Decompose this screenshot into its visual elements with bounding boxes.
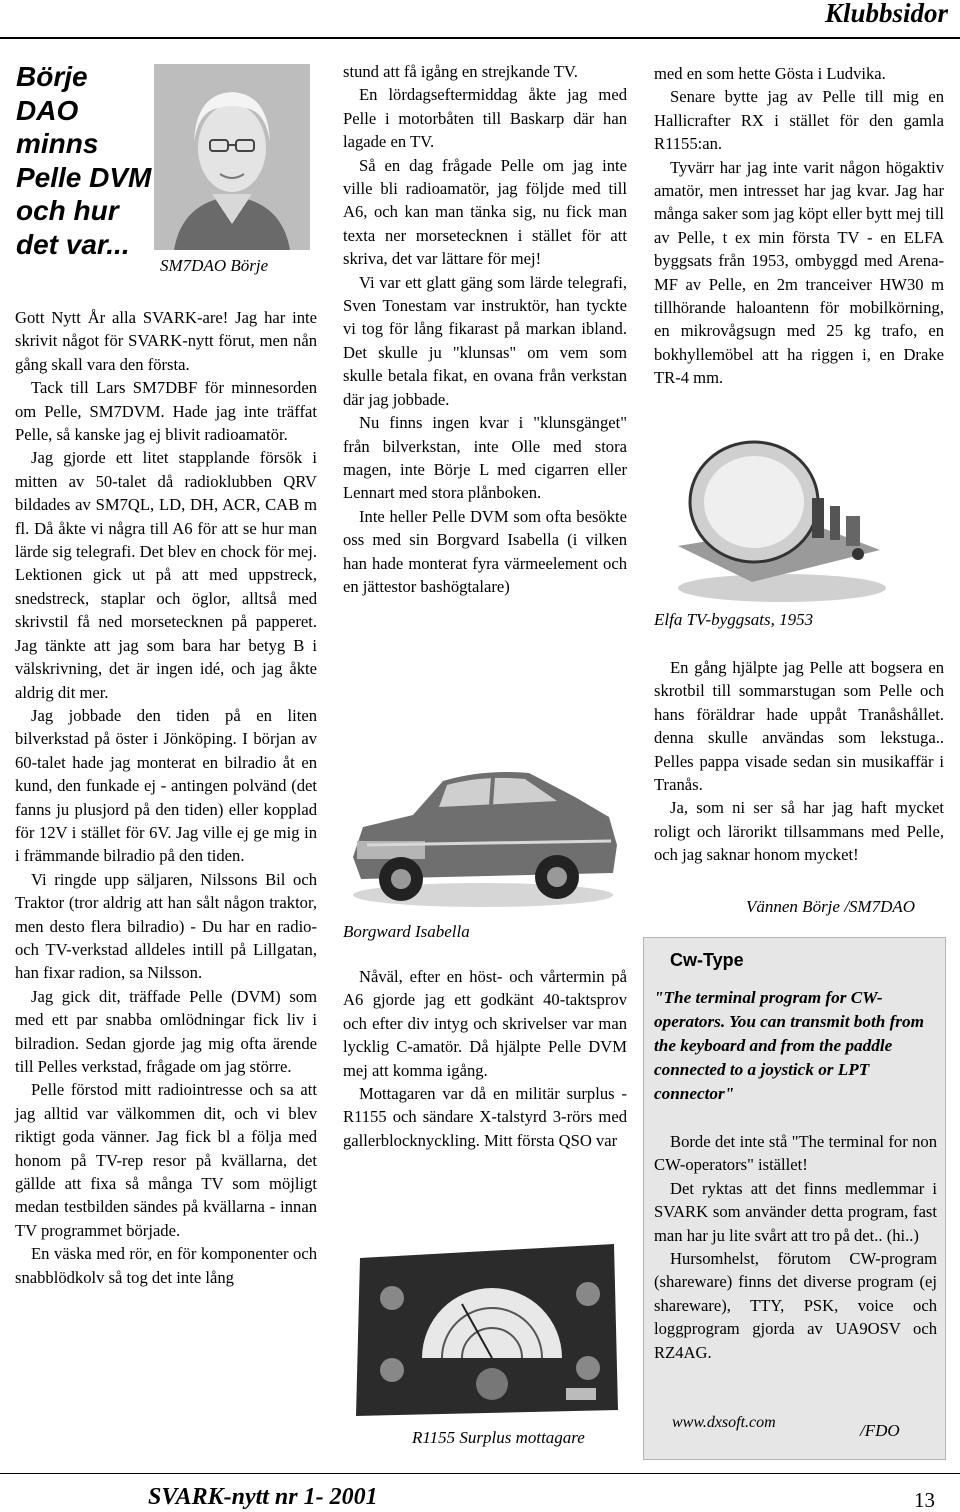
paragraph: Jag gjorde ett litet stapplande försök i mitten av 50-talet då radioklubben QRV bildades av SM7QL, LD, DH, ACR, CAB m fl. Då åkte vi några till A6 för att se hur man lärde sig telegrafi. Det blev en chock för mej. Lektionen gick ut på att med uppstreck, snedstreck, staplar och öglor, alltså med skrivstil få ned morsetecknen på papperet. Jag tänkte att jag som bara har betyg B i välskrivning, det är ingen idé, och jag åkte aldrig dit mer.: [15, 448, 317, 702]
paragraph: Nåväl, efter en höst- och vårtermin på A6 gjorde jag ett godkänt 40-taktsprov och efter div intyg och skrivelser var man lycklig C-amatör. Då hjälpte Pelle DVM mej att komma igång.: [343, 967, 627, 1080]
paragraph: med en som hette Gösta i Ludvika.: [654, 64, 886, 83]
article-column-1: [15, 306, 317, 1289]
footer-divider: [0, 1473, 960, 1474]
paragraph: Så en dag frågade Pelle om jag inte ville bli radioamatör, jag följde med till A6, och kan man tänka sig, nu fick man texta ner morsetecknen i stället för att skriva, det var lättare för mej!: [343, 155, 627, 269]
publication-name: SVARK-nytt nr 1- 2001: [148, 1484, 378, 1510]
paragraph: Ja, som ni ser så har jag haft mycket roligt och lärorikt tillsammans med Pelle, och jag saknar honom mycket!: [654, 798, 944, 865]
cw-type-signature: /FDO: [860, 1421, 900, 1440]
car-caption: Borgward Isabella: [343, 922, 470, 941]
article-column-3-continued: [654, 656, 944, 867]
page-number: 13: [914, 1488, 935, 1512]
radio-photo: [352, 1238, 622, 1420]
cw-type-sidebar: [643, 937, 946, 1460]
paragraph: Det ryktas att det finns medlemmar i SVARK som använder detta program, fast man har ju lite svårt att tro på det.. (hi..): [654, 1178, 937, 1245]
portrait-caption: SM7DAO Börje: [160, 256, 269, 275]
paragraph: Jag jobbade den tiden på en liten bilverkstad på öster i Jönköping. I början av 60-talet hade jag monterat en bilradio åt en kund, den funkade ej - antingen polvänd (det fanns ju plusjord på den tiden) eller kopplad för 12V i stället för 6V. Jag ville ej ge mig in i främmande bilradio på den tiden.: [15, 705, 317, 866]
paragraph: Hursomhelst, förutom CW-program (shareware) finns det diverse program (ej shareware), TTY, PSK, voice och loggprogram gjorda av UA9OSV och RZ4AG.: [654, 1249, 937, 1362]
website-url: www.dxsoft.com: [672, 1414, 776, 1431]
section-title: Klubbsidor: [824, 0, 948, 28]
cw-type-body: [654, 1130, 937, 1364]
paragraph: Tyvärr har jag inte varit någon högaktiv amatör, men intresset har jag kvar. Jag har många saker som jag köpt eller bytt mej till av Pelle, t ex min första TV - en ELFA byggsats från 1953, ombyggd med Arena-MF av Pelle, en 2m tranceiver HW30 m tillhörande haloantenn för mobilkörning, en mikrovågsugn med 25 kg trafo, en bokhyllemöbel att ha riggen i, en Drake TR-4 mm.: [654, 157, 944, 388]
paragraph: Vi var ett glatt gäng som lärde telegrafi, Sven Tonestam var instruktör, han tyckte vi tog för lång fikarast på markan ibland. Det skulle ju "klunsas" om vem som skulle betala fikat, en ovana från verkstan där jag jobbade.: [343, 272, 627, 409]
article-headline: Börje DAO minns Pelle DVM och hur det var...: [16, 61, 152, 260]
cw-type-quote: "The terminal program for CW-operators. You can transmit both from the keyboard and from the paddle connected to a joystick or LPT connector": [654, 988, 924, 1103]
article-column-3: [654, 62, 944, 390]
article-column-2-continued: [343, 965, 627, 1152]
tv-kit-photo: [662, 428, 886, 608]
paragraph: stund att få igång en strejkande TV.: [343, 62, 578, 81]
portrait-photo: [154, 64, 310, 250]
paragraph: En väska med rör, en för komponenter och snabblödkolv så tog det inte lång: [15, 1244, 317, 1287]
paragraph: En gång hjälpte jag Pelle att bogsera en skrotbil till sommarstugan som Pelle och hans föräldrar hade uppåt Tranåshållet. denna skulle användas som lekstuga.. Pelles pappa visade sedan sin musikaffär i Tranås.: [654, 658, 944, 795]
paragraph: Borde det inte stå "The terminal for non CW-operators" istället!: [654, 1132, 937, 1175]
paragraph: Pelle förstod mitt radiointresse och sa att jag alltid var välkommen dit, och vi blev riktigt goda vänner. Jag fick bl a följa med honom på TV-rep resor på kvällarna, det gällde att fixa så många TV som möjligt medan testbilden sändes på kvällarna - innan TV programmet började.: [15, 1080, 317, 1240]
paragraph: Senare bytte jag av Pelle till mig en Hallicrafter RX i stället för den gamla R1155:an.: [654, 87, 944, 154]
header-divider: [0, 37, 960, 39]
radio-caption: R1155 Surplus mottagare: [412, 1428, 585, 1447]
paragraph: Mottagaren var då en militär surplus - R1155 och sändare X-talstyrd 3-rörs med gallerblocknyckling. Mitt första QSO var: [343, 1084, 627, 1150]
cw-type-title: Cw-Type: [670, 950, 744, 970]
paragraph: Nu finns ingen kvar i "klunsgänget" från bilverkstan, inte Olle med stora magen, inte Börje L med cigarren eller Lennart med stora plånboken.: [343, 413, 627, 503]
author-signature: Vännen Börje /SM7DAO: [746, 897, 916, 916]
tv-kit-caption: Elfa TV-byggsats, 1953: [654, 610, 814, 629]
paragraph: En lördagseftermiddag åkte jag med Pelle i motorbåten till Baskarp där han lagade en TV.: [343, 85, 627, 152]
paragraph: Vi ringde upp säljaren, Nilssons Bil och Traktor (tror aldrig att han sålt någon traktor, men desto flera bilradio) - Du har en radio- och TV-verkstad alldeles intill på Lillgatan, han fixar radion, sa Nilsson.: [15, 869, 317, 983]
car-photo: [343, 745, 625, 915]
paragraph: Tack till Lars SM7DBF för minnesorden om Pelle, SM7DVM. Hade jag inte träffat Pelle, så kanske jag ej blivit radioamatör.: [15, 378, 317, 445]
article-column-2: [343, 60, 627, 598]
paragraph: Gott Nytt År alla SVARK-are! Jag har inte skrivit något för SVARK-nytt förut, men nån gång skall vara den första.: [15, 308, 317, 374]
paragraph: Inte heller Pelle DVM som ofta besökte oss med sin Borgvard Isabella (i vilken han hade monterat fyra värmeelement och en jättestor bashögtalare): [343, 506, 627, 596]
paragraph: Jag gick dit, träffade Pelle (DVM) som med ett par snabba omlödningar fick liv i bilradion. Sedan gjorde jag mig ofta ärende till Pelles verkstad, frågade om jag större.: [15, 986, 317, 1076]
